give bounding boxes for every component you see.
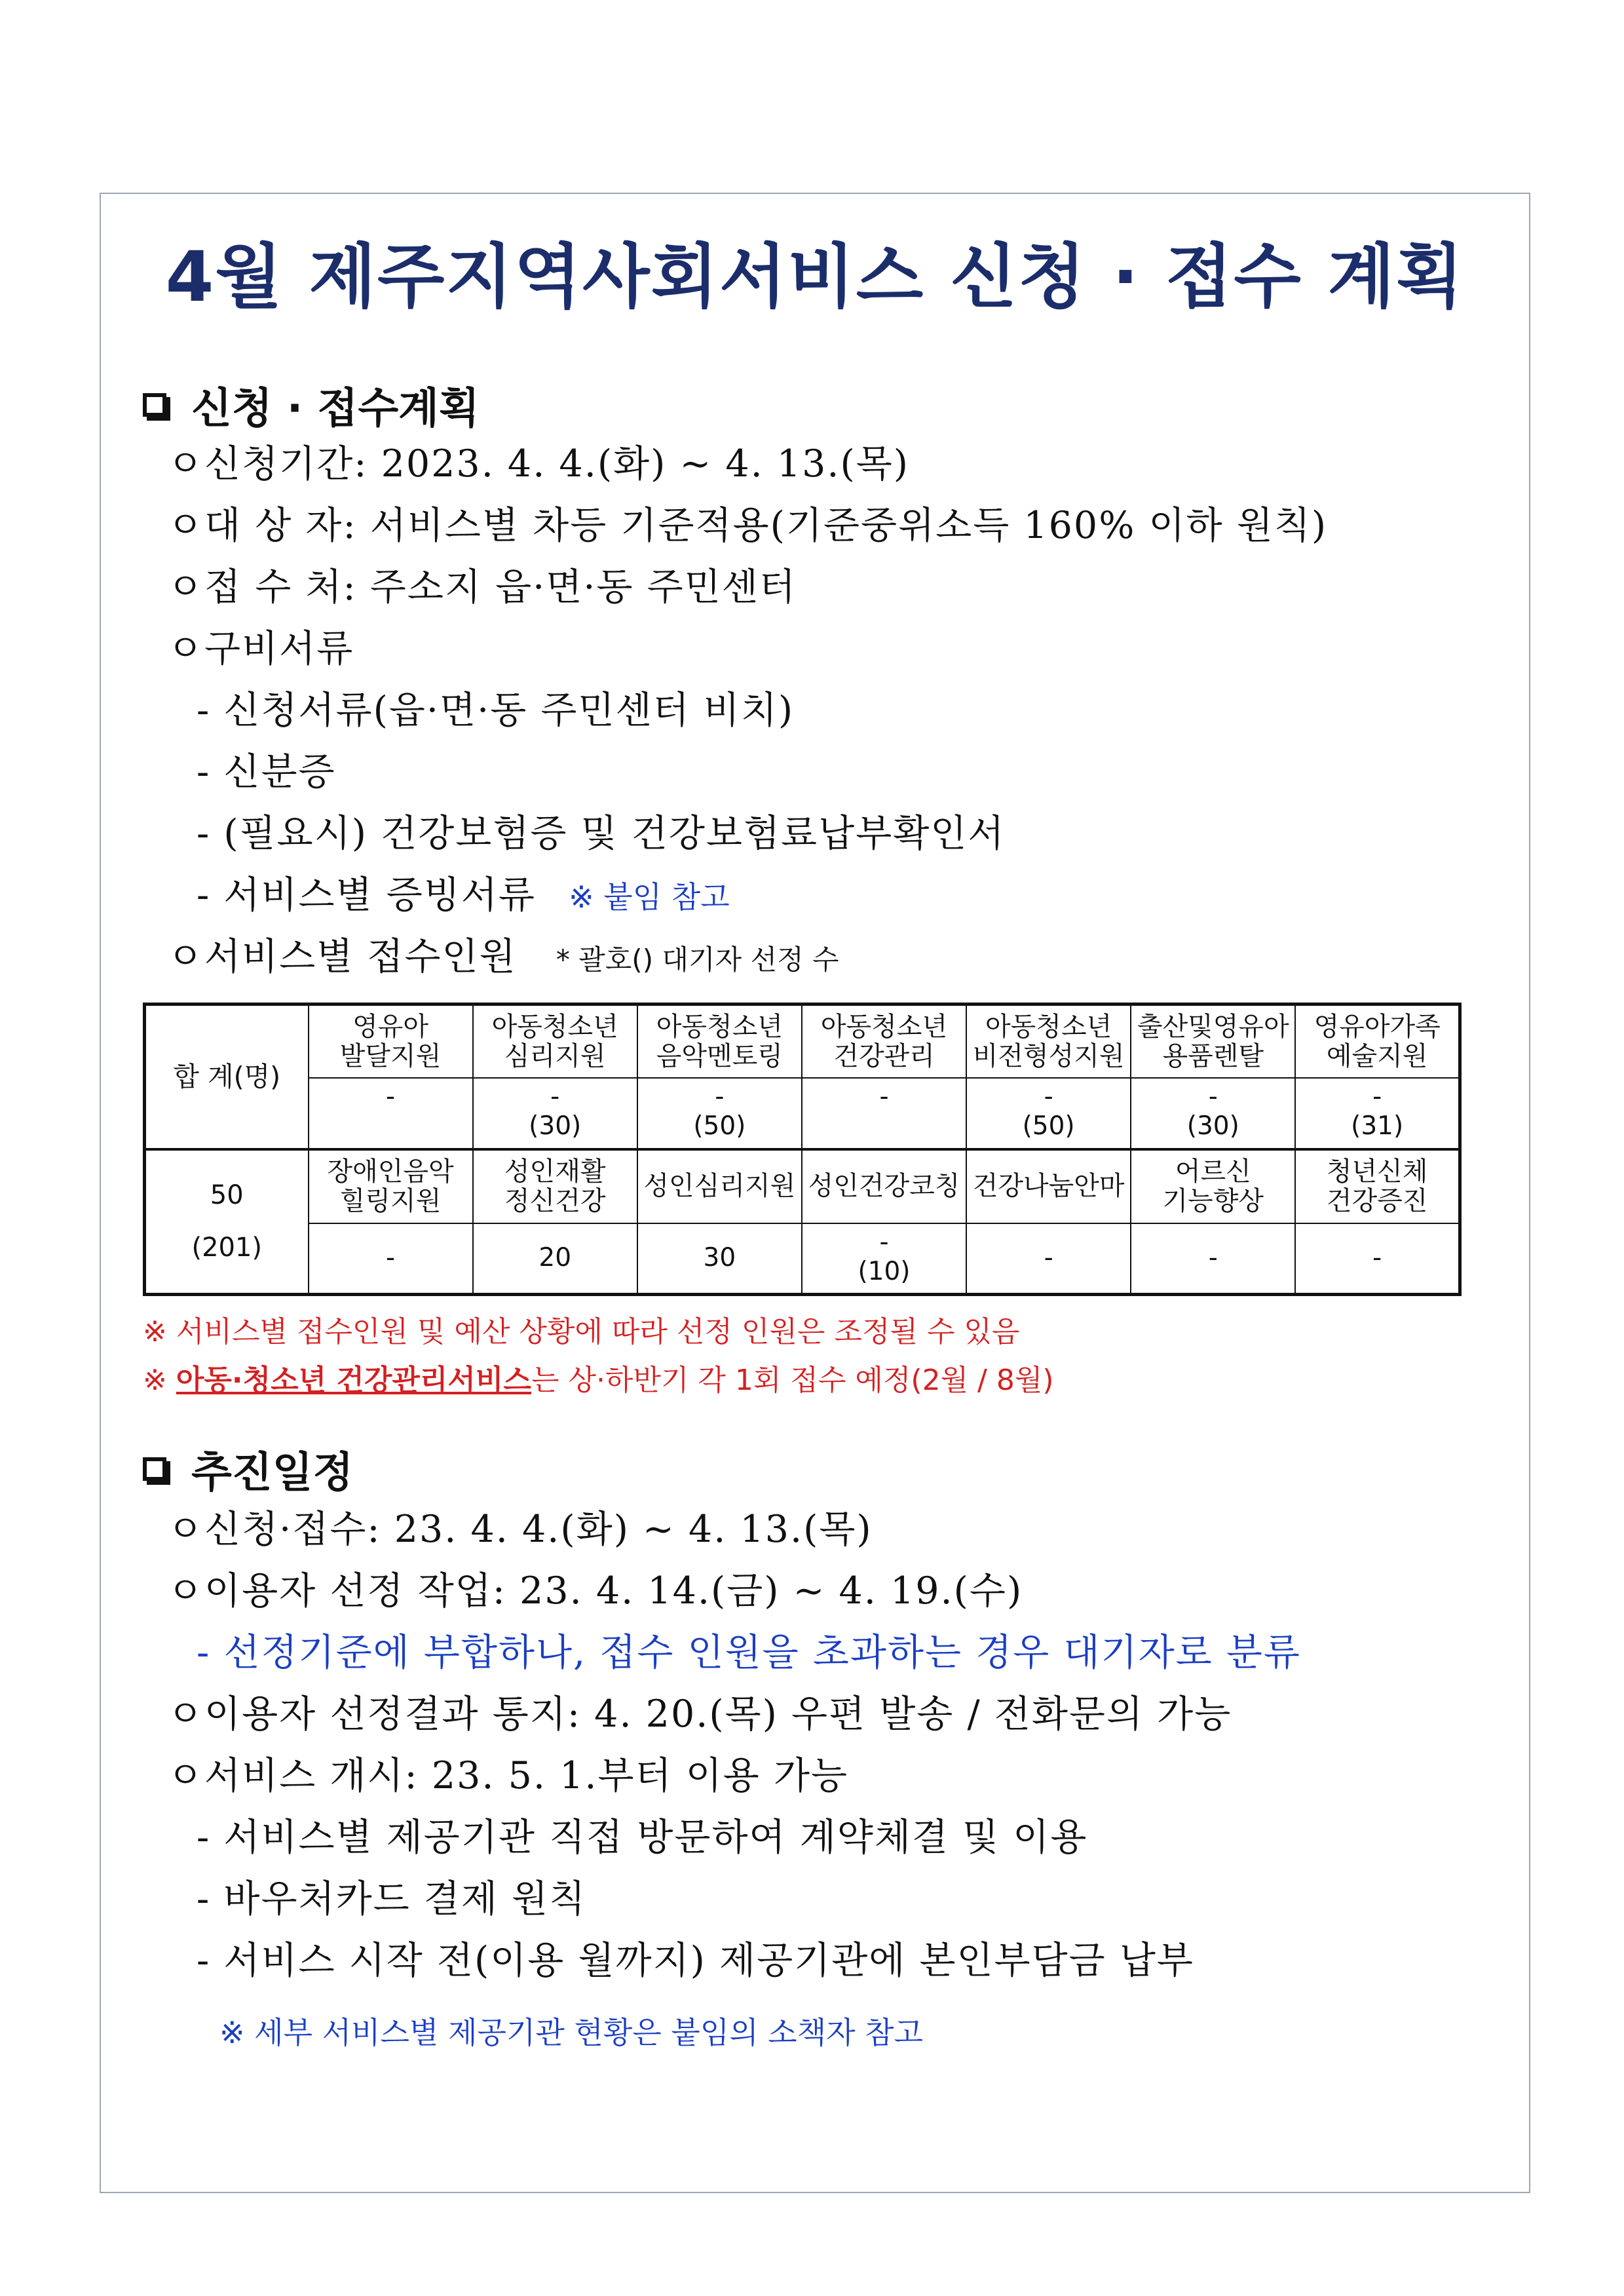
table-header-cell: 아동청소년 음악멘토링 — [637, 1004, 802, 1079]
section-heading-apply — [143, 375, 480, 435]
note-prefix: ※ — [143, 1364, 176, 1397]
doc-ref-note: ※ 붙임 참고 — [569, 879, 730, 915]
doc-item-text: - 서비스별 증빙서류 — [197, 873, 536, 917]
table-value-cell: - (50) — [637, 1078, 802, 1149]
schedule-notify: ㅇ이용자 선정결과 통지: 4. 20.(목) 우편 발송 / 전화문의 가능 — [167, 1693, 1232, 1736]
schedule-select: ㅇ이용자 선정 작업: 23. 4. 14.(금) ~ 4. 19.(수) — [167, 1569, 1023, 1613]
table-value-cell: - — [1131, 1223, 1295, 1295]
required-docs-title: ㅇ구비서류 — [167, 627, 354, 670]
total-wait-count: (201) — [191, 1233, 263, 1263]
table-value-cell: 30 — [637, 1223, 802, 1295]
table-header-cell: 어르신 기능향상 — [1131, 1149, 1295, 1223]
target-eligibility: ㅇ대 상 자: 서비스별 차등 기준적용(기준중위소득 160% 이하 원칙) — [167, 504, 1328, 547]
quota-adjust-note: ※ 서비스별 접수인원 및 예산 상황에 따라 선정 인원은 조정될 수 있음 — [143, 1315, 1020, 1349]
provider-footnote: ※ 세부 서비스별 제공기관 현황은 붙임의 소책자 참고 — [219, 2015, 924, 2050]
table-header-cell: 영유아가족 예술지원 — [1295, 1004, 1460, 1079]
reception-office: ㅇ접 수 처: 주소지 읍·면·동 주민센터 — [167, 565, 797, 609]
checkbox-bullet-icon — [143, 1457, 166, 1481]
table-header-cell: 아동청소년 비전형성지원 — [966, 1004, 1131, 1079]
table-value-cell: - — [309, 1223, 473, 1295]
table-value-cell: - — [309, 1078, 473, 1149]
table-header-cell: 청년신체 건강증진 — [1295, 1149, 1460, 1223]
table-value-cell: - — [966, 1223, 1131, 1295]
note-rest: 는 상·하반기 각 1회 접수 예정(2월 / 8월) — [531, 1364, 1054, 1397]
table-header-cell: 성인건강코칭 — [802, 1149, 966, 1223]
doc-item: - 신청서류(읍·면·동 주민센터 비치) — [197, 689, 795, 732]
total-label-cell: 합 계(명) — [145, 1004, 309, 1149]
table-header-cell: 아동청소년 건강관리 — [802, 1004, 966, 1079]
quota-title: ㅇ서비스별 접수인원 — [167, 935, 517, 978]
doc-item: - 신분증 — [197, 750, 336, 794]
schedule-select-note: - 선정기준에 부합하나, 접수 인원을 초과하는 경우 대기자로 분류 — [197, 1631, 1301, 1674]
health-service-note — [143, 1356, 1054, 1398]
quota-title-line — [167, 935, 839, 978]
doc-item — [197, 873, 730, 917]
total-value-cell — [145, 1149, 309, 1295]
service-quota-table — [143, 1003, 1462, 1296]
section-heading-schedule — [143, 1439, 353, 1499]
table-header-cell: 출산및영유아 용품렌탈 — [1131, 1004, 1295, 1079]
table-value-cell: - — [802, 1078, 966, 1149]
table-header-cell: 장애인음악 힐링지원 — [309, 1149, 473, 1223]
quota-note: * 괄호() 대기자 선정 수 — [556, 944, 839, 976]
table-header-cell: 영유아 발달지원 — [309, 1004, 473, 1079]
table-header-cell: 건강나눔안마 — [966, 1149, 1131, 1223]
table-header-cell: 성인심리지원 — [637, 1149, 802, 1223]
start-item: - 바우처카드 결제 원칙 — [197, 1877, 587, 1921]
total-count: 50 — [210, 1180, 244, 1211]
table-value-cell: - (50) — [966, 1078, 1131, 1149]
note-emphasis: 아동·청소년 건강관리서비스 — [176, 1364, 531, 1397]
schedule-start: ㅇ서비스 개시: 23. 5. 1.부터 이용 가능 — [167, 1754, 849, 1797]
table-value-cell: - (31) — [1295, 1078, 1460, 1149]
table-header-cell: 성인재활 정신건강 — [473, 1149, 637, 1223]
schedule-apply: ㅇ신청·접수: 23. 4. 4.(화) ~ 4. 13.(목) — [167, 1508, 873, 1551]
table-header-cell: 아동청소년 심리지원 — [473, 1004, 637, 1079]
table-value-cell: - (30) — [1131, 1078, 1295, 1149]
table-value-cell: - — [1295, 1223, 1460, 1295]
start-item: - 서비스별 제공기관 직접 방문하여 계약체결 및 이용 — [197, 1816, 1088, 1859]
section-heading-text: 추진일정 — [191, 1449, 354, 1497]
checkbox-bullet-icon — [143, 393, 166, 417]
apply-period: ㅇ신청기간: 2023. 4. 4.(화) ~ 4. 13.(목) — [167, 442, 910, 486]
table-value-cell: - (30) — [473, 1078, 637, 1149]
page-title: 4월 제주지역사회서비스 신청 · 접수 계획 — [165, 237, 1465, 317]
start-item: - 서비스 시작 전(이용 월까지) 제공기관에 본인부담금 납부 — [197, 1939, 1194, 1982]
table-value-cell: 20 — [473, 1223, 637, 1295]
table-value-cell: - (10) — [802, 1223, 966, 1295]
doc-item: - (필요시) 건강보험증 및 건강보험료납부확인서 — [197, 812, 1006, 855]
section-heading-text: 신청 · 접수계획 — [191, 385, 480, 433]
